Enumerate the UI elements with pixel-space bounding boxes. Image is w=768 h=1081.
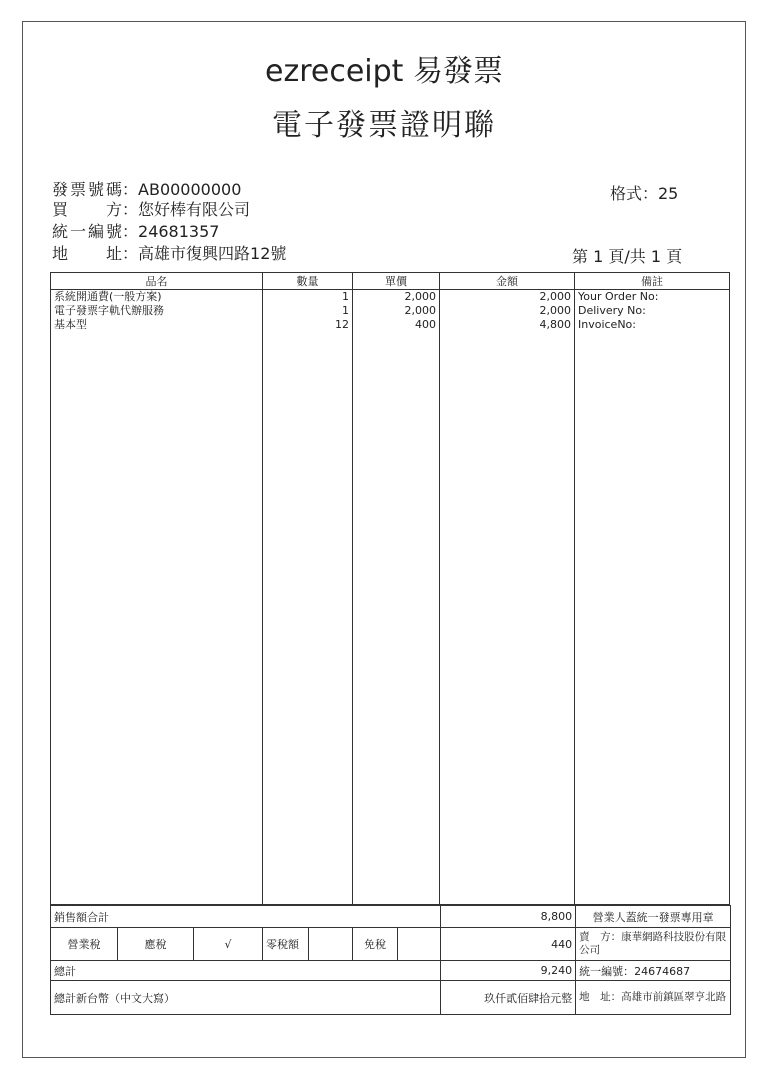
item-amount: 2,000 [539, 290, 571, 303]
invoice-table [50, 272, 730, 905]
items-row [51, 290, 730, 905]
subtotal-value: 8,800 [441, 906, 576, 928]
table-header-row [51, 273, 730, 290]
buyer-row: 買 方：您好棒有限公司 [52, 200, 251, 219]
item-name: 系統開通費(一般方案) [54, 290, 162, 303]
subtotal-row [51, 906, 731, 928]
document-subtitle: 電子發票證明聯 [272, 108, 496, 143]
invoice-footer-table [50, 905, 731, 1015]
seller-tax-id: 統一編號：24674687 [576, 961, 731, 981]
tax-id-value: 24681357 [138, 222, 220, 241]
invoice-number-row: 發票號碼：AB00000000 [52, 180, 242, 199]
document-title: ezreceipt 易發票 [265, 54, 503, 89]
seller-address: 地 址：高雄市前鎮區翠亨北路 [576, 981, 731, 1015]
address-row: 地 址：高雄市復興四路12號 [52, 244, 287, 263]
item-remark: Your Order No: [578, 290, 659, 303]
seller-name: 賣 方：康華網路科技股份有限公司 [576, 928, 731, 961]
item-remark: InvoiceNo: [578, 318, 636, 331]
invoice-number-value: AB00000000 [138, 180, 242, 199]
zero-tax-value [309, 928, 353, 961]
tax-id-row: 統一編號：24681357 [52, 222, 220, 241]
taxable-label: 應稅 [118, 928, 194, 961]
total-row [51, 961, 731, 981]
item-unit-price: 400 [415, 318, 436, 331]
item-amount-cell [440, 290, 575, 905]
taxable-check: √ [194, 928, 263, 961]
page-indicator: 第 1 頁/共 1 頁 [572, 247, 683, 266]
total-words-row [51, 981, 731, 1015]
tax-amount: 440 [441, 928, 576, 961]
header-unit-price: 單價 [353, 273, 440, 290]
total-words-value: 玖仟貳佰肆拾元整 [441, 981, 576, 1015]
tax-label: 營業稅 [51, 928, 118, 961]
tax-id-label: 統一編號 [52, 222, 122, 241]
buyer-label: 買 方 [52, 200, 122, 219]
exempt-label: 免稅 [353, 928, 398, 961]
item-unit-price: 2,000 [404, 304, 436, 317]
zero-tax-label: 零稅額 [263, 928, 309, 961]
item-remarks-cell [575, 290, 730, 905]
item-qty: 1 [342, 304, 349, 317]
total-label: 總計 [51, 961, 441, 981]
exempt-value [398, 928, 441, 961]
item-qty: 1 [342, 290, 349, 303]
header-qty: 數量 [263, 273, 353, 290]
item-name: 基本型 [54, 318, 87, 331]
item-qty: 12 [335, 318, 349, 331]
tax-row [51, 928, 731, 961]
item-amount: 4,800 [539, 318, 571, 331]
total-words-label: 總計新台幣（中文大寫） [51, 981, 441, 1015]
invoice-number-label: 發票號碼 [52, 180, 122, 199]
item-unit-price-cell [353, 290, 440, 905]
item-remark: Delivery No: [578, 304, 646, 317]
item-unit-price: 2,000 [404, 290, 436, 303]
address-label: 地 址 [52, 244, 122, 263]
subtotal-label: 銷售額合計 [51, 906, 441, 928]
item-name: 電子發票字軌代辦服務 [54, 304, 164, 317]
header-remarks: 備註 [575, 273, 730, 290]
stamp-note: 營業人蓋統一發票專用章 [576, 906, 731, 928]
total-value: 9,240 [441, 961, 576, 981]
item-qty-cell [263, 290, 353, 905]
header-name: 品名 [51, 273, 263, 290]
item-names-cell [51, 290, 263, 905]
address-value: 高雄市復興四路12號 [138, 244, 287, 263]
item-amount: 2,000 [539, 304, 571, 317]
buyer-value: 您好棒有限公司 [138, 200, 251, 219]
format-code: 格式：25 [610, 184, 679, 203]
header-amount: 金額 [440, 273, 575, 290]
